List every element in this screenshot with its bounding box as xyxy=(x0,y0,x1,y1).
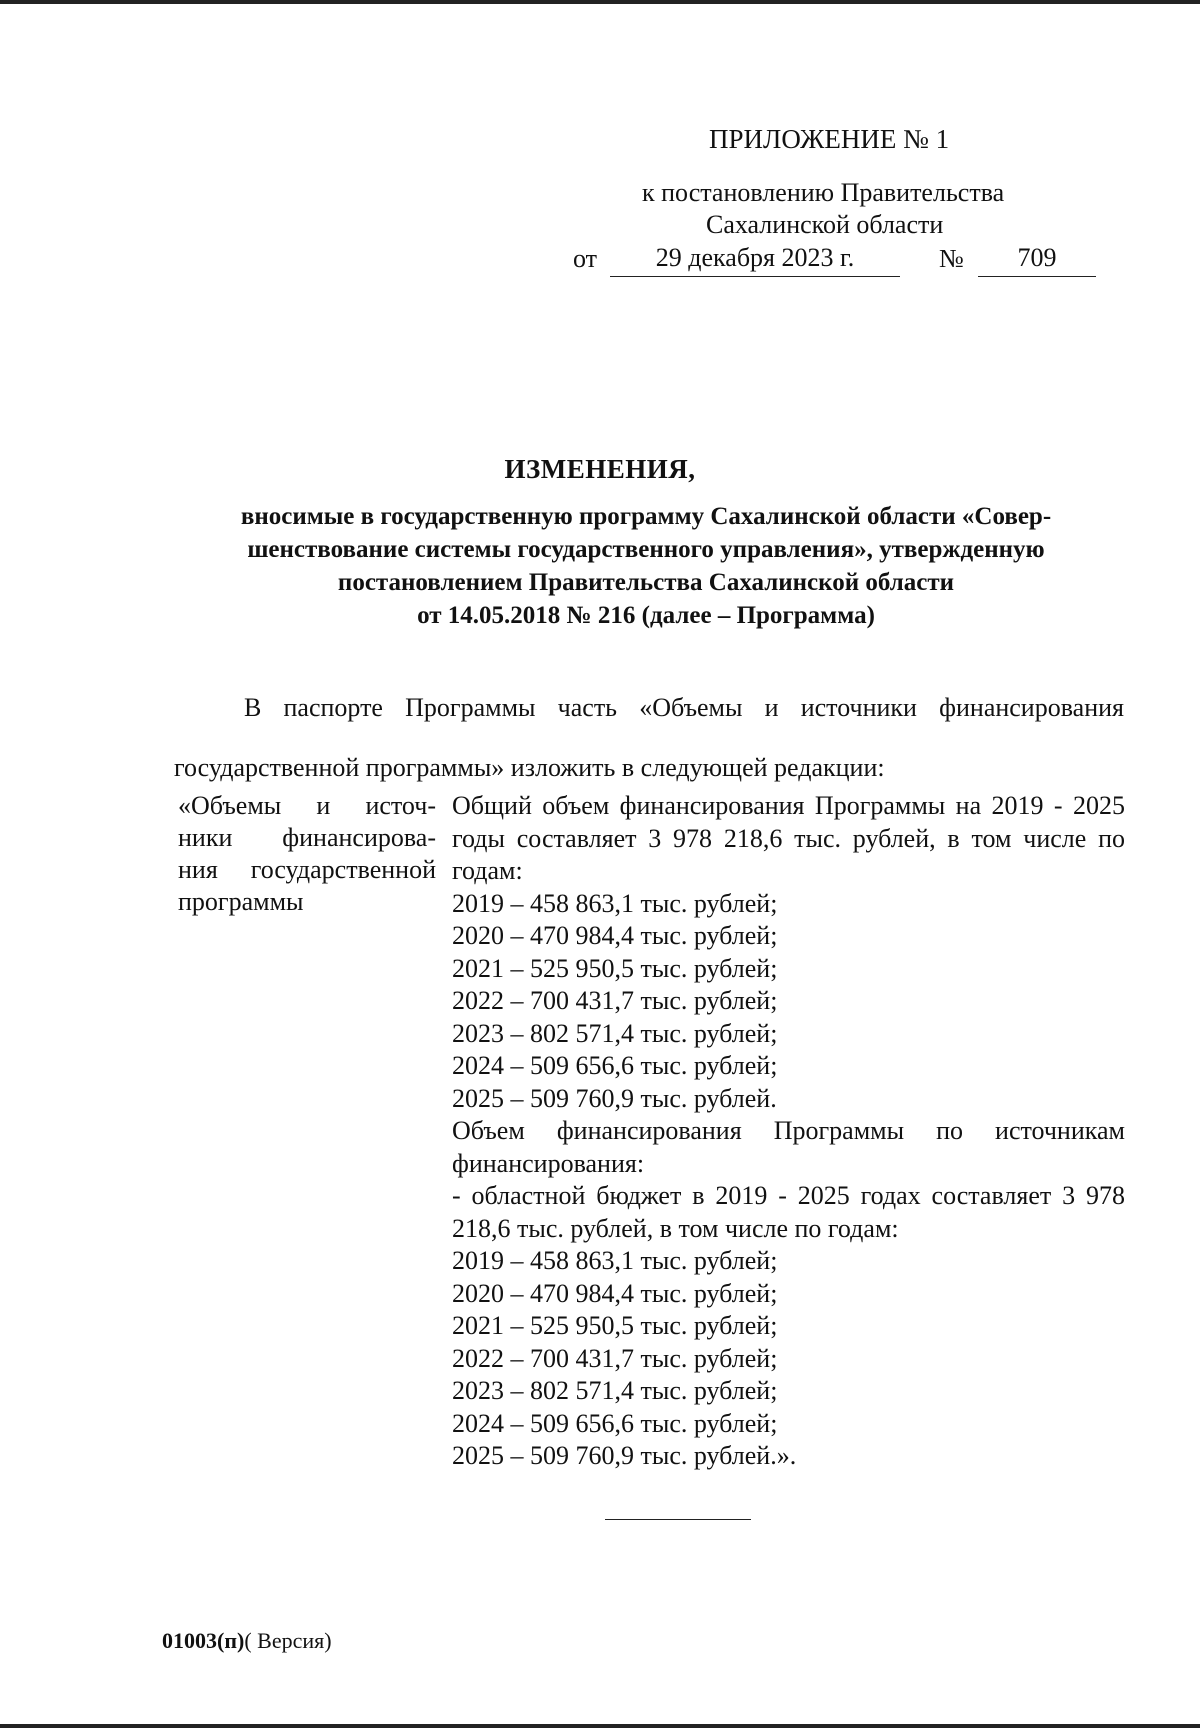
closing-divider xyxy=(605,1519,751,1520)
year-amount: 2022 – 700 431,7 тыс. рублей; xyxy=(452,986,778,1015)
subheading-line: шенствование системы государственного управления», утвержденную xyxy=(247,536,1045,563)
form-code xyxy=(162,1628,332,1654)
scan-bottom-edge xyxy=(0,1724,1200,1728)
document-subheading xyxy=(186,500,1106,632)
year-amount: 2025 – 509 760,9 тыс. рублей. xyxy=(452,1083,777,1113)
label-line: программы xyxy=(178,887,304,916)
year-amount: 2025 – 509 760,9 тыс. рублей.». xyxy=(452,1441,797,1470)
resolution-date: 29 декабря 2023 г. xyxy=(610,240,900,277)
year-amount: 2019 – 458 863,1 тыс. рублей; xyxy=(452,1246,778,1275)
year-amount: 2021 – 525 950,5 тыс. рублей; xyxy=(452,953,778,983)
year-amount: 2023 – 802 571,4 тыс. рублей; xyxy=(452,1376,778,1405)
year-amount: 2019 – 458 863,1 тыс. рублей; xyxy=(452,888,778,918)
regional-budget-text: - областной бюджет в 2019 - 2025 годах составляет 3 978 218,6 тыс. рублей, в том числе по годам: xyxy=(452,1181,1125,1243)
subheading-line: постановлением Правительства Сахалинской области xyxy=(337,569,955,596)
resolution-date-row xyxy=(573,240,1133,280)
resolution-number: 709 xyxy=(978,240,1096,277)
passport-section-content xyxy=(452,790,1125,1473)
total-financing-text: Общий объем финансирования Программы на 2019 - 2025 годы составляет 3 978 218,6 тыс. рублей, в том числе по годам: xyxy=(452,791,1125,885)
intro-line: В паспорте Программы часть «Объемы и источники финансирования xyxy=(244,693,1124,722)
year-amount: 2023 – 802 571,4 тыс. рублей; xyxy=(452,1018,778,1048)
intro-line: государственной программы» изложить в следующей редакции: xyxy=(174,753,885,782)
region-name: Сахалинской области xyxy=(706,210,944,239)
label-line: «Объемы и источ- xyxy=(178,791,436,820)
subheading-line: вносимые в государственную программу Сахалинской области «Совер- xyxy=(240,503,1052,530)
intro-paragraph xyxy=(174,678,1124,798)
scan-top-edge xyxy=(0,0,1200,4)
form-code-number: 01003(п) xyxy=(162,1628,245,1653)
label-line: ния государственной xyxy=(178,855,436,884)
year-amount: 2022 – 700 431,7 тыс. рублей; xyxy=(452,1343,778,1373)
year-amount: 2024 – 509 656,6 тыс. рублей; xyxy=(452,1408,778,1438)
subheading-line: от 14.05.2018 № 216 (далее – Программа) xyxy=(417,602,875,629)
label-line: ники финансирова- xyxy=(178,823,436,852)
form-version: ( Версия) xyxy=(244,1628,332,1653)
number-sign: № xyxy=(939,244,964,273)
year-amount: 2020 – 470 984,4 тыс. рублей; xyxy=(452,921,778,950)
resolution-reference: к постановлению Правительства xyxy=(642,178,1005,207)
date-prefix: от xyxy=(573,244,598,273)
year-amount: 2024 – 509 656,6 тыс. рублей; xyxy=(452,1051,778,1080)
sources-text: Объем финансирования Программы по источникам финансирования: xyxy=(452,1116,1125,1178)
year-amount: 2021 – 525 950,5 тыс. рублей; xyxy=(452,1311,778,1340)
year-amount: 2020 – 470 984,4 тыс. рублей; xyxy=(452,1278,778,1308)
document-heading: ИЗМЕНЕНИЯ, xyxy=(504,454,696,484)
passport-section-label xyxy=(178,790,436,918)
appendix-title: ПРИЛОЖЕНИЕ № 1 xyxy=(709,124,950,154)
